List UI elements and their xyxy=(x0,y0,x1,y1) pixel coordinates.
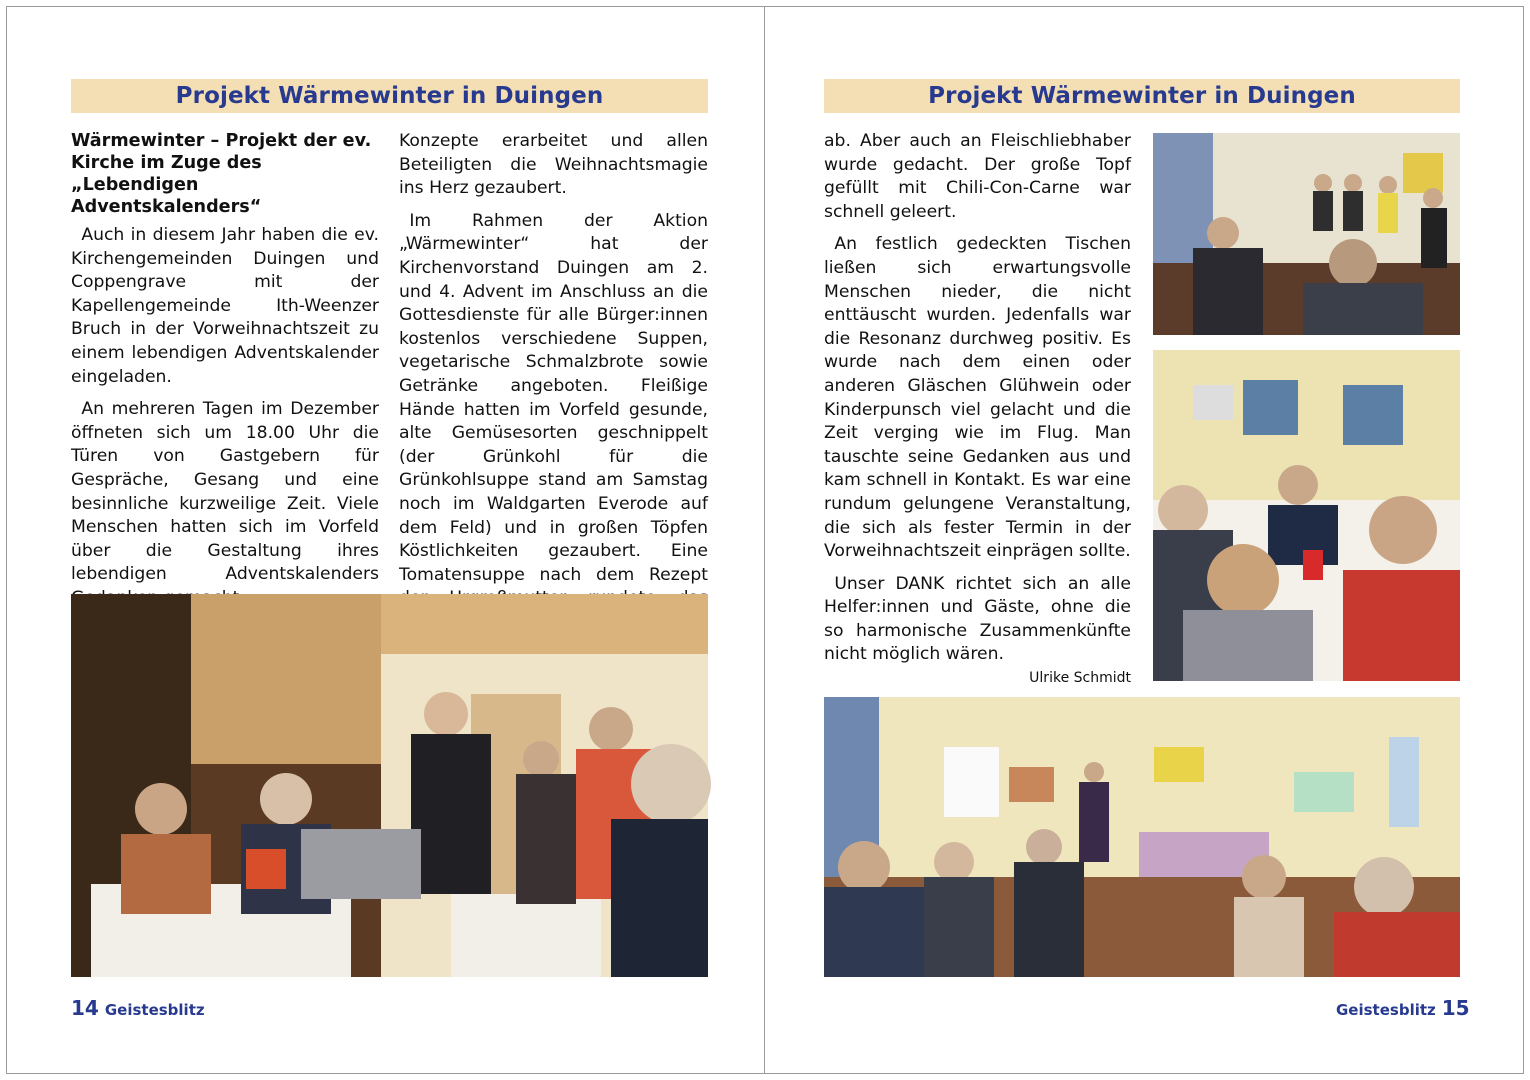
magazine-name: Geistesblitz xyxy=(104,1001,205,1019)
page-number: 14 xyxy=(71,996,99,1020)
left-page-title xyxy=(71,79,708,113)
photo-singers xyxy=(1153,133,1460,335)
author-name: Ulrike Schmidt xyxy=(1029,670,1131,687)
right-page-title-text: Projekt Wärmewinter in Duingen xyxy=(928,83,1356,109)
paragraph: An mehreren Tagen im Dezember öffneten sich um 18.00 Uhr die Türen von Gastgebern für Gespräche, Gesang und eine besinnliche kurzweilige Zeit. Viele Menschen hatten sich im Vorfeld über die Gestaltung ihres lebendigen Adventskalenders xyxy=(71,399,379,585)
magazine-name: Geistesblitz xyxy=(1336,1001,1436,1019)
left-column-1 xyxy=(71,130,379,586)
paragraph: Auch in diesem Jahr haben die ev. Kirchengemeinden Duingen und Coppengrave mit der Kapellengemeinde Ith-Weenzer Bruch in der Vorweihnachtszeit zu einem lebendigen Adventskalender eingeladen. xyxy=(71,225,379,387)
paragraph: ab. Aber auch an Fleischliebhaber wurde gedacht. Der große Topf gefüllt mit Chili-Con-Carne war schnell geleert. xyxy=(824,131,1131,222)
paragraph: Im Rahmen der Aktion „Wärmewinter“ hat der Kirchenvorstand Duingen am 2. und 4. Advent im Anschluss an die Gottesdienste für alle Bürger:innen kostenlos verschiedene Suppen, vegetarische Schmalzbrote sowie Getränke angeboten. Fleißige Hände hatten im Vorfeld gesunde, alte Gemüsesorten geschnippelt (der Grünkohl für die Grünkohlsuppe stand am Samstag noch im Waldgarten Everode auf dem Feld) und in großen Töpfen Köstlichkeiten gezaubert. Eine Tomatensuppe nach dem Rezept xyxy=(399,210,708,585)
article-lead: Wärmewinter – Projekt der ev. Kirche im Zuge des „Lebendigen Adventskalenders“ xyxy=(71,131,372,217)
right-page-footer xyxy=(1336,996,1470,1020)
page-gutter xyxy=(764,6,765,1074)
photo-soup-serving xyxy=(71,594,708,977)
right-page-title xyxy=(824,79,1460,113)
left-page-footer xyxy=(71,996,205,1020)
photo-service-room xyxy=(824,697,1460,977)
signature-line xyxy=(824,667,1131,691)
page-number: 15 xyxy=(1441,996,1470,1020)
left-page-title-text: Projekt Wärmewinter in Duingen xyxy=(175,83,604,109)
thanks-text: Unser DANK richtet sich an alle Helfer:innen und Gäste, ohne die so harmonische Zusammenkünfte nicht möglich wären. xyxy=(824,573,1131,665)
left-column-2 xyxy=(399,130,708,586)
paragraph: An festlich gedeckten Tischen ließen sich erwartungsvolle Menschen nieder, die nicht enttäuscht wurden. Jedenfalls war die Resonanz durchweg positiv. Es wurde nach dem einen oder anderen Gläschen Glühwein oder Kinderpunsch viel gelacht und die Zeit verging wie im Flug. Man tauschte seine Gedanken aus und kam schnell in Kontakt. Es war eine rundum gelungene Veranstaltung, die sich als fester Termin in der Vorweihnachtszeit einprägen sollte. xyxy=(824,234,1131,562)
paragraph xyxy=(824,573,1131,667)
photo-dinner-tables xyxy=(1153,350,1460,681)
paragraph: Konzepte erarbeitet und allen Beteiligten die Weihnachtsmagie ins Herz gezaubert. xyxy=(399,131,708,199)
right-column xyxy=(824,130,1131,690)
